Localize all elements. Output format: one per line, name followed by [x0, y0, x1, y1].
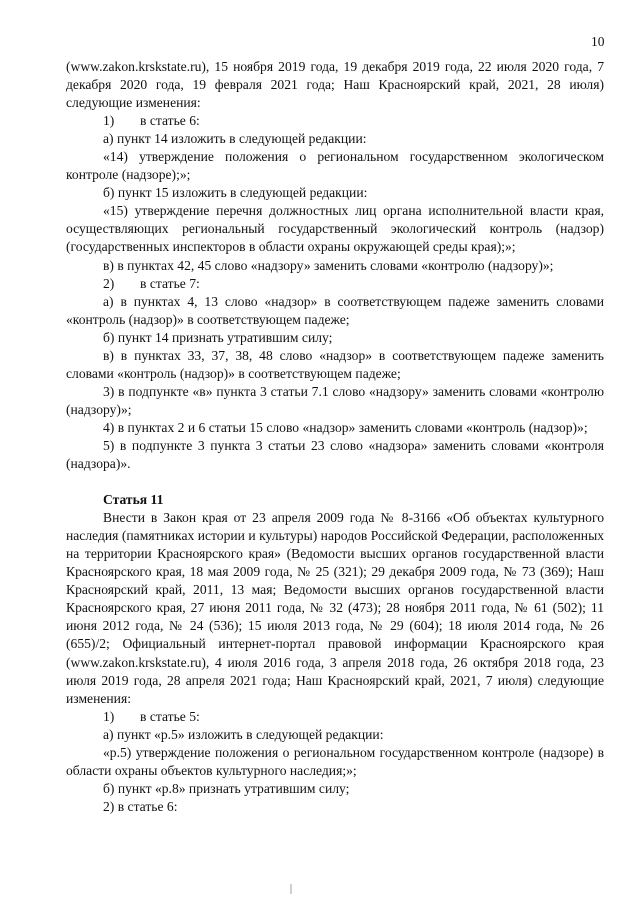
paragraph: б) пункт 15 изложить в следующей редакции: [103, 185, 368, 201]
paragraph: а) пункт «р.5» изложить в следующей редакции: [103, 726, 384, 742]
paragraph: (www.zakon.krskstate.ru), 15 ноября 2019 года, 19 декабря 2019 года, 22 июля 2020 года, 7 декабря 2020 года, 19 февраля 2021 года; Наш Красноярский край, 2021, 28 июля) следующие изменения: [66, 59, 604, 111]
numbered-item [66, 112, 604, 130]
paragraph: 2) в статье 6: [103, 798, 178, 814]
paragraph: в) в пунктах 42, 45 слово «надзору» заменить словами «контролю (надзору)»; [103, 257, 554, 273]
page-number: 10 [591, 34, 605, 49]
paragraph: 4) в пунктах 2 и 6 статьи 15 слово «надзор» заменить словами «контроль (надзор)»; [103, 419, 588, 435]
article-11-section [66, 509, 604, 816]
document-body [66, 58, 604, 816]
paragraph: «р.5) утверждение положения о региональном государственном контроле (надзоре) в области охраны объектов культурного наследия;»; [66, 744, 604, 778]
numbered-item [66, 708, 604, 726]
item-text: в статье 6: [140, 113, 200, 129]
paragraph: в) в пунктах 33, 37, 38, 48 слово «надзор» в соответствующем падеже заменить словами «контроль (надзор)» в соответствующем падеже; [66, 347, 604, 381]
item-number: 1) [103, 708, 115, 724]
numbered-item [66, 275, 604, 293]
paragraph: «15) утверждение перечня должностных лиц органа исполнительной власти края, осуществляющих региональный государственный экологический контроль (надзор) (государственных инспекторов в области охраны окружающей среды края);»; [66, 203, 604, 255]
paragraph: б) пункт «р.8» признать утратившим силу; [103, 780, 350, 796]
paragraph: б) пункт 14 признать утратившим силу; [103, 329, 333, 345]
paragraph: 3) в подпункте «в» пункта 3 статьи 7.1 слово «надзору» заменить словами «контролю (надзору)»; [66, 383, 604, 417]
item-text: в статье 5: [140, 708, 200, 724]
scan-artifact [290, 884, 292, 894]
paragraph: 5) в подпункте 3 пункта 3 статьи 23 слово «надзора» заменить словами «контроля (надзора)». [66, 437, 604, 472]
paragraph: а) в пунктах 4, 13 слово «надзор» в соответствующем падеже заменить словами «контроль (надзор)» в соответствующем падеже; [66, 293, 604, 327]
item-number: 1) [103, 113, 115, 129]
paragraph: а) пункт 14 изложить в следующей редакции: [103, 131, 367, 147]
article-heading: Статья 11 [103, 492, 164, 508]
paragraph: Внести в Закон края от 23 апреля 2009 года № 8-3166 «Об объектах культурного наследия (памятниках истории и культуры) народов Российской Федерации, расположенных на территории Красноярского края» (Ведомости высших органов государственной власти Красноярского края, 18 мая 2009 года, № 25 (321); 29 декабря 2009 года, № 73 (369); Наш Красноярский край, 2011, 13 мая; Ведомости высших органов государственной власти Красноярского края, 27 июня 2011 года, № 32 (473); 28 ноября 2011 года, № 61 (502); 11 июня 2012 года, № 24 (536); 15 июля 2013 года, № 29 (604); 18 июля 2014 года, № 26 (655)/2; Официальный интернет-портал правовой информации Красноярского края (www.zakon.krskstate.ru), 4 июля 2016 года, 3 апреля 2018 года, 26 октября 2018 года, 23 июля 2019 года, 28 апреля 2021 года; Наш Красноярский край, 2021, 7 июля) следующие изменения: [66, 510, 604, 706]
item-number: 2) [103, 275, 115, 291]
paragraph: «14) утверждение положения о региональном государственном экологическом контроле (надзоре);»; [66, 149, 604, 183]
amendments-section [66, 58, 604, 473]
item-text: в статье 7: [140, 275, 200, 291]
